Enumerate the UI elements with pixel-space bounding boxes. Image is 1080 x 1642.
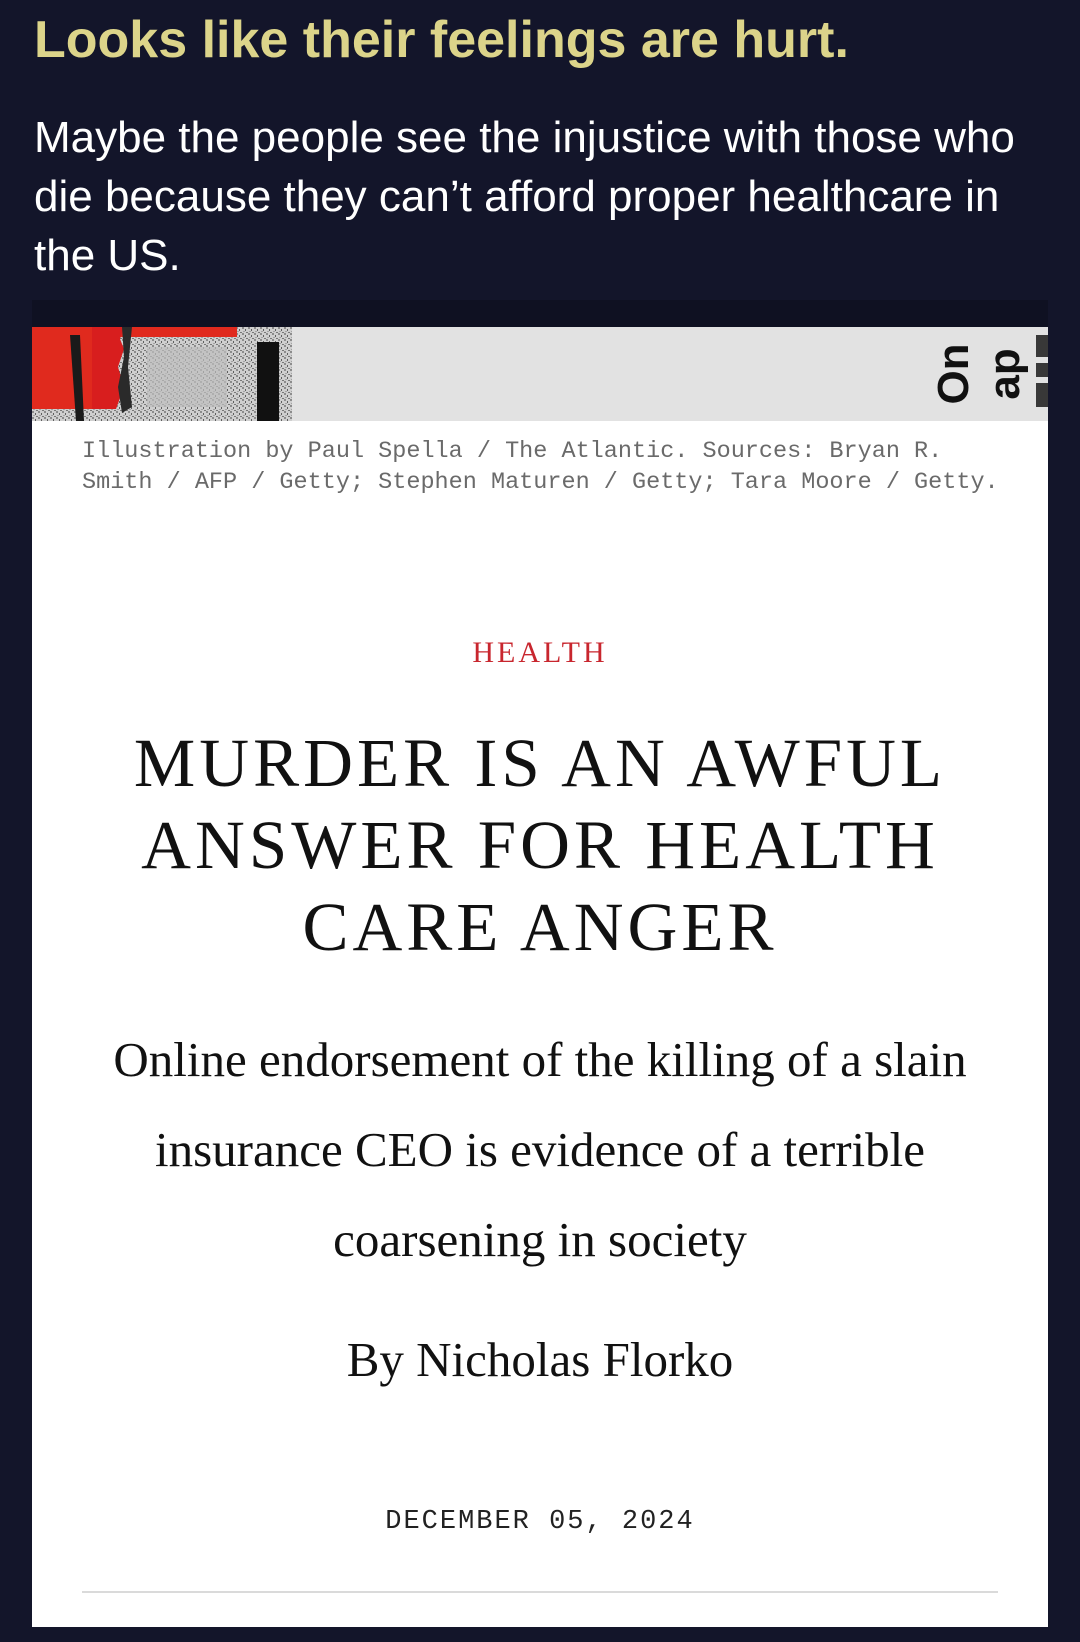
hero-illustration-graphic — [32, 327, 1048, 421]
section-label[interactable]: HEALTH — [472, 636, 608, 669]
hero-illustration — [32, 327, 1048, 421]
article-byline[interactable]: By Nicholas Florko — [346, 1332, 734, 1387]
divider — [82, 1591, 998, 1593]
image-caption: Illustration by Paul Spella / The Atlantic. Sources: Bryan R. Smith / AFP / Getty; Stephen Maturen / Getty; Tara Moore / Getty. — [82, 438, 999, 496]
hero-overlay-text-1: On — [929, 343, 978, 405]
hero-overlay-text-2: ap — [980, 348, 1029, 400]
post-body-text: Maybe the people see the injustice with those who die because they can’t afford proper healthcare in the US. — [34, 113, 1015, 280]
article-headline: MURDER IS AN AWFUL ANSWER FOR HEALTH CARE ANGER — [133, 725, 947, 965]
article-dek: Online endorsement of the killing of a slain insurance CEO is evidence of a terrible coarsening in society — [113, 1032, 967, 1267]
article-screenshot[interactable] — [32, 327, 1048, 1627]
post-title: Looks like their feelings are hurt. — [34, 11, 849, 69]
publication-date: DECEMBER 05, 2024 — [385, 1507, 695, 1537]
